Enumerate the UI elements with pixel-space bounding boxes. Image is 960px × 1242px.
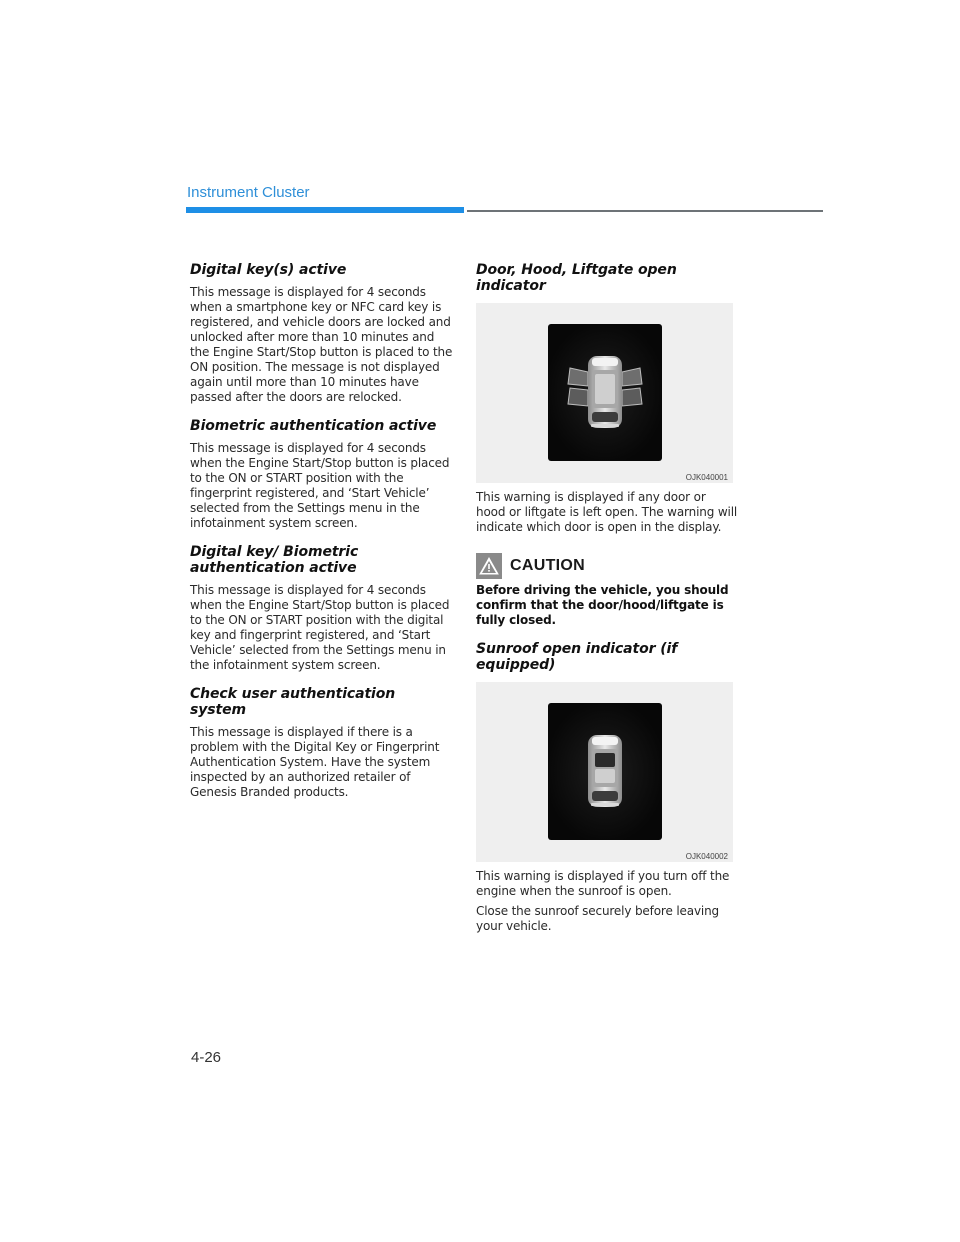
warning-triangle-icon xyxy=(476,553,502,579)
heading-biometric-active: Biometric authentication active xyxy=(190,418,437,434)
text-sunroof-open-1: This warning is displayed if you turn off the engine when the sunroof is open. xyxy=(476,869,730,898)
heading-digital-key-biometric-active: Digital key/ Biometric authentication active xyxy=(190,544,359,576)
header-rule xyxy=(467,210,823,212)
text-door-open-indicator: This warning is displayed if any door or hood or liftgate is left open. The warning will indicate which door is open in the display. xyxy=(476,490,738,534)
cluster-display-sunroof xyxy=(548,703,662,840)
cluster-display-door xyxy=(548,324,662,461)
caution-header xyxy=(476,553,738,579)
car-sunroof-open-icon xyxy=(548,703,662,840)
section-header-title: Instrument Cluster xyxy=(187,184,310,201)
figure-sunroof-open xyxy=(476,682,733,862)
heading-check-user-auth: Check user authentication system xyxy=(190,686,396,718)
text-digital-key-biometric-active: This message is displayed for 4 seconds when the Engine Start/Stop button is placed to the ON or START position with the digital key and fingerprint registered, and ‘Start Vehicle’ selected from the Settings menu in the infotainment system screen. xyxy=(190,583,450,672)
caution-text: Before driving the vehicle, you should confirm that the door/hood/liftgate is fully closed. xyxy=(476,583,729,627)
heading-sunroof-open-indicator: Sunroof open indicator (if equipped) xyxy=(476,641,678,673)
car-doors-open-icon xyxy=(548,324,662,461)
header-accent-bar xyxy=(186,207,464,213)
text-biometric-active: This message is displayed for 4 seconds when the Engine Start/Stop button is placed to the ON or START position with the fingerprint registered, and ‘Start Vehicle’ selected from the Settings menu in the infotainment system screen. xyxy=(190,441,450,530)
left-column xyxy=(190,262,454,800)
text-digital-key-active: This message is displayed for 4 seconds when a smartphone key or NFC card key is registered, and vehicle doors are locked and unlocked after more than 10 minutes and the Engine Start/Stop button is placed to the ON position. The message is not displayed again until more than 10 minutes have passed after the doors are relocked. xyxy=(190,285,453,404)
caution-label: CAUTION xyxy=(510,557,585,574)
figure-door-open xyxy=(476,303,733,483)
figure-code-sunroof: OJK040002 xyxy=(685,852,728,861)
heading-digital-key-active: Digital key(s) active xyxy=(190,262,347,278)
text-check-user-auth: This message is displayed if there is a problem with the Digital Key or Fingerprint Authentication System. Have the system inspected by an authorized retailer of Genesis Branded products. xyxy=(190,725,440,799)
right-column xyxy=(476,262,738,934)
figure-code-door: OJK040001 xyxy=(685,473,728,482)
page-number: 4-26 xyxy=(191,1049,222,1066)
text-sunroof-open-2: Close the sunroof securely before leaving your vehicle. xyxy=(476,904,720,933)
heading-door-open-indicator: Door, Hood, Liftgate open indicator xyxy=(476,262,677,294)
